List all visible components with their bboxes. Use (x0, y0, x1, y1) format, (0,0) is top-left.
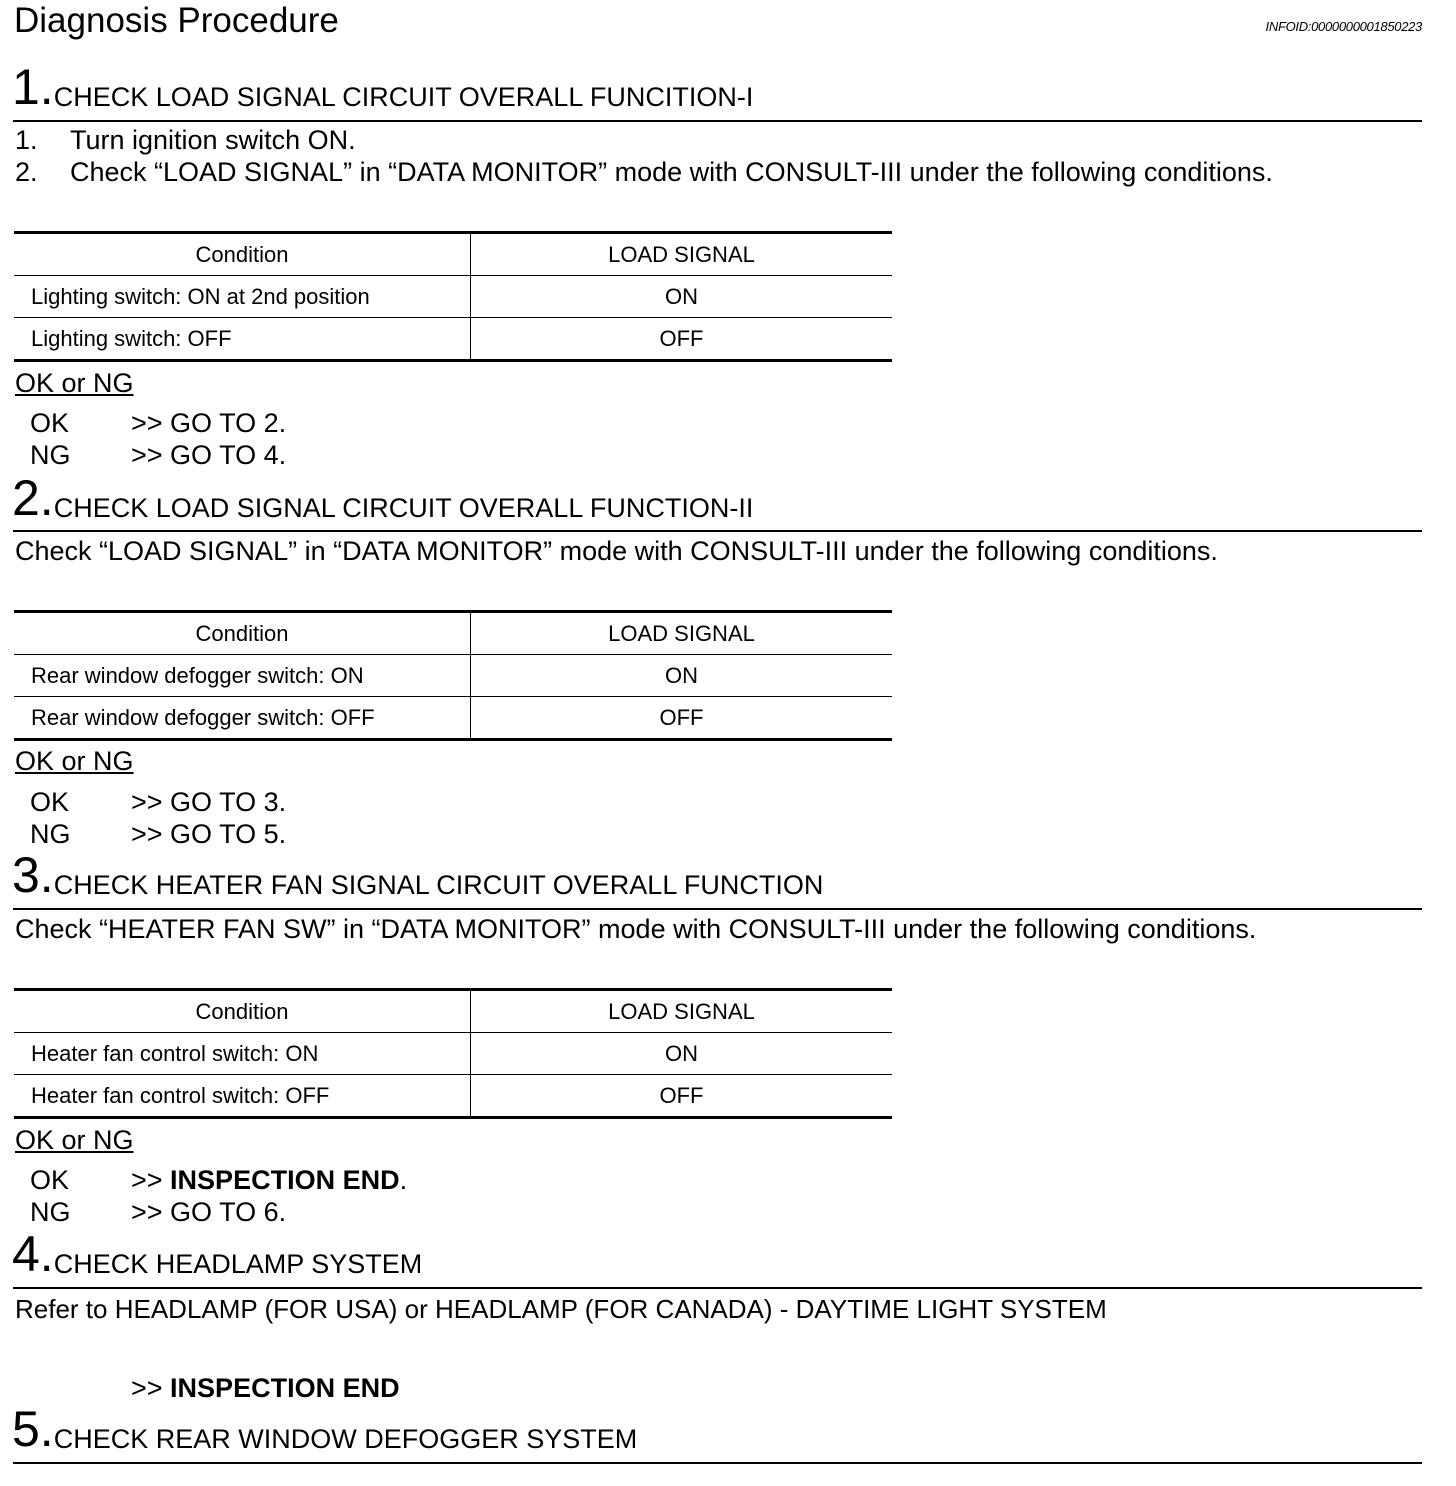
instruction-item: 2. Check “LOAD SIGNAL” in “DATA MONITOR” mode with CONSULT-III under the following conditions. (15, 157, 1273, 187)
result-ok: OK >> GO TO 3. (30, 787, 287, 817)
column-header: Condition (14, 233, 471, 276)
ok-or-ng-label: OK or NG (15, 746, 134, 776)
ok-or-ng-label: OK or NG (15, 368, 134, 398)
table-cell: ON (471, 655, 893, 697)
step-label: CHECK HEATER FAN SIGNAL CIRCUIT OVERALL FUNCTION (53, 870, 824, 900)
ok-or-ng-label: OK or NG (15, 1125, 134, 1155)
table-header-row (14, 990, 892, 1033)
step-label: CHECK LOAD SIGNAL CIRCUIT OVERALL FUNCTION-II (53, 493, 754, 523)
table-cell: Lighting switch: ON at 2nd position (14, 276, 471, 318)
column-header: Condition (14, 990, 471, 1033)
result-ok: OK >> INSPECTION END. (30, 1165, 408, 1195)
step-2-heading (12, 470, 1422, 526)
result-ng: NG >> GO TO 5. (30, 819, 287, 849)
step-number: 4. (12, 1226, 54, 1282)
step-4-heading (12, 1226, 1422, 1282)
table-cell: OFF (471, 318, 893, 361)
instruction-text: Check “LOAD SIGNAL” in “DATA MONITOR” mode with CONSULT-III under the following conditions. (15, 536, 1218, 566)
step-1-heading (12, 59, 1422, 115)
table-cell: ON (471, 1033, 893, 1075)
table-header-row (14, 233, 892, 276)
result-ok: OK >> GO TO 2. (30, 408, 287, 438)
column-header: Condition (14, 612, 471, 655)
result-ng: NG >> GO TO 6. (30, 1197, 287, 1227)
table-cell: Lighting switch: OFF (14, 318, 471, 361)
divider (13, 1462, 1422, 1464)
column-header: LOAD SIGNAL (471, 990, 893, 1033)
table-cell: OFF (471, 697, 893, 740)
divider (13, 120, 1422, 122)
headlamp-usa-link[interactable]: HEADLAMP (FOR USA) (114, 1294, 398, 1324)
table-row (14, 276, 892, 318)
step-number: 1. (12, 59, 54, 115)
table-row (14, 697, 892, 740)
step-label: CHECK LOAD SIGNAL CIRCUIT OVERALL FUNCITION-I (53, 82, 754, 112)
inspection-end: >> INSPECTION END (131, 1373, 400, 1403)
refer-text: Refer to HEADLAMP (FOR USA) or HEADLAMP (FOR CANADA) - DAYTIME LIGHT SYSTEM (15, 1294, 1107, 1324)
column-header: LOAD SIGNAL (471, 233, 893, 276)
divider (13, 1287, 1422, 1289)
headlamp-canada-link[interactable]: HEADLAMP (FOR CANADA) - DAYTIME LIGHT SYSTEM (434, 1294, 1107, 1324)
table-cell: Heater fan control switch: OFF (14, 1075, 471, 1118)
instruction-item: 1. Turn ignition switch ON. (15, 125, 356, 155)
column-header: LOAD SIGNAL (471, 612, 893, 655)
table-header-row (14, 612, 892, 655)
step-3-heading (12, 847, 1422, 903)
table-row (14, 1075, 892, 1118)
condition-table (14, 231, 892, 362)
divider (13, 908, 1422, 910)
condition-table (14, 610, 892, 741)
table-cell: OFF (471, 1075, 893, 1118)
step-number: 2. (12, 470, 54, 526)
divider (13, 530, 1422, 532)
step-label: CHECK HEADLAMP SYSTEM (53, 1249, 423, 1279)
instruction-text: Check “HEATER FAN SW” in “DATA MONITOR” mode with CONSULT-III under the following conditions. (15, 914, 1257, 944)
step-number: 5. (12, 1401, 54, 1457)
step-5-heading (12, 1401, 1422, 1457)
table-cell: Rear window defogger switch: ON (14, 655, 471, 697)
table-cell: Rear window defogger switch: OFF (14, 697, 471, 740)
table-row (14, 318, 892, 361)
condition-table (14, 988, 892, 1119)
table-cell: ON (471, 276, 893, 318)
page-title: Diagnosis Procedure (14, 1, 339, 40)
step-label: CHECK REAR WINDOW DEFOGGER SYSTEM (53, 1424, 638, 1454)
step-number: 3. (12, 847, 54, 903)
table-cell: Heater fan control switch: ON (14, 1033, 471, 1075)
info-id: INFOID:0000000001850223 (1265, 19, 1422, 34)
table-row (14, 655, 892, 697)
table-row (14, 1033, 892, 1075)
result-ng: NG >> GO TO 4. (30, 440, 287, 470)
